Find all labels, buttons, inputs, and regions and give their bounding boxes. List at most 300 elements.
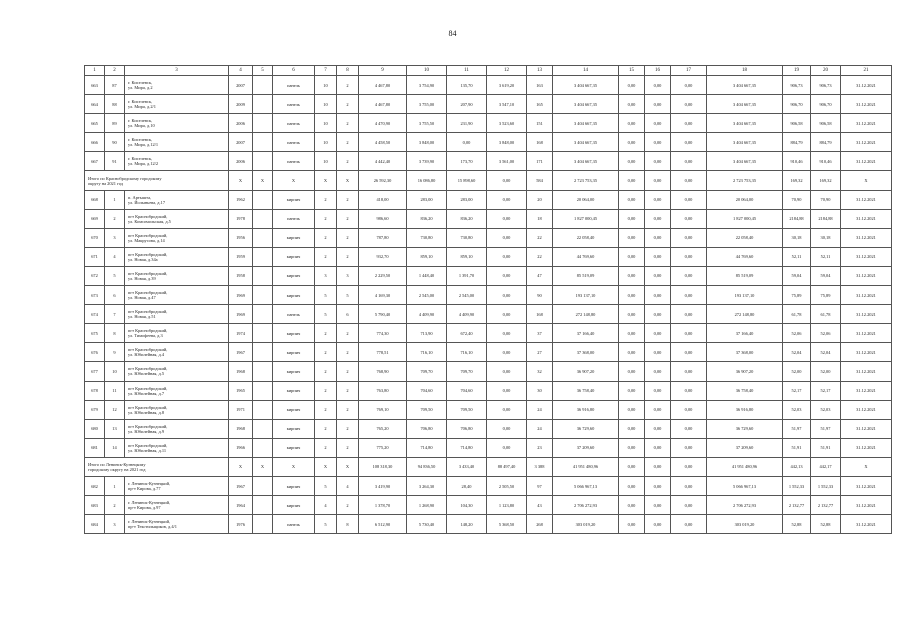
table-row (85, 419, 892, 438)
table-cell: 4 442,40 (359, 152, 407, 171)
table-cell: 0,00 (487, 286, 527, 305)
table-cell: 104,30 (447, 496, 487, 515)
table-cell: 0,00 (645, 171, 671, 190)
table-cell: 0,00 (671, 438, 707, 457)
table-cell: 47 (527, 266, 553, 285)
table-cell: 2 (337, 400, 359, 419)
table-cell: 0,00 (671, 247, 707, 266)
table-cell: 704,60 (447, 381, 487, 400)
table-cell: 677 (85, 362, 105, 381)
table-cell: 6 512,90 (359, 515, 407, 534)
table-cell: 31.12.2021 (841, 266, 892, 285)
table-cell: X (253, 457, 273, 476)
table-cell: 0,00 (619, 171, 645, 190)
table-cell (253, 419, 273, 438)
table-cell: 0,00 (619, 133, 645, 152)
table-cell: 0,00 (619, 152, 645, 171)
table-cell: 1 552,33 (811, 476, 841, 495)
table-cell: 2 505,50 (487, 476, 527, 495)
table-cell: 7 (105, 305, 125, 324)
table-row (85, 228, 892, 247)
table-cell: 709,70 (407, 362, 447, 381)
table-cell: 37 166,40 (707, 324, 783, 343)
table-row (85, 286, 892, 305)
table-cell: 0,00 (619, 457, 645, 476)
table-cell: 37 209,60 (707, 438, 783, 457)
table-row (85, 438, 892, 457)
table-cell: пгт Краснобродский, ул. Комсомольская, д.5 (125, 209, 229, 228)
table-cell: 2 (337, 419, 359, 438)
table-cell: 675 (85, 324, 105, 343)
table-cell: 32 (527, 362, 553, 381)
table-cell: 0,00 (645, 209, 671, 228)
table-cell: 2 (315, 190, 337, 209)
table-cell: 52,17 (811, 381, 841, 400)
table-cell: 3 754,90 (407, 76, 447, 95)
table-cell: 1956 (229, 228, 253, 247)
table-cell: 910,46 (783, 152, 811, 171)
table-cell (253, 266, 273, 285)
table-cell: 0,00 (619, 266, 645, 285)
table-cell: г. Киселевск, ул. Мира, д.10 (125, 114, 229, 133)
table-cell: кирпич (273, 343, 315, 362)
table-cell: 14 (553, 66, 619, 76)
table-cell: 2 (105, 209, 125, 228)
table-row (85, 381, 892, 400)
table-cell: 90 (105, 133, 125, 152)
table-cell: 906,70 (783, 95, 811, 114)
table-cell: 91 (105, 152, 125, 171)
table-cell: 2 (105, 66, 125, 76)
table-cell (253, 438, 273, 457)
table-cell: 0,00 (619, 324, 645, 343)
table-cell: 51,91 (811, 438, 841, 457)
table-cell: 3 404 667,35 (553, 133, 619, 152)
table-cell: 3 848,00 (487, 133, 527, 152)
table-cell: 31.12.2021 (841, 305, 892, 324)
table-cell: 4 (315, 496, 337, 515)
table-cell: 706,80 (407, 419, 447, 438)
table-cell (253, 247, 273, 266)
table-cell: 0,00 (645, 343, 671, 362)
table-cell: 10 (105, 362, 125, 381)
table-cell: 51,97 (811, 419, 841, 438)
table-cell: 0,00 (619, 114, 645, 133)
table-cell: 7 (315, 66, 337, 76)
table-cell: 61,78 (783, 305, 811, 324)
table-cell: 884,79 (783, 133, 811, 152)
table-cell: 272 148,80 (553, 305, 619, 324)
table-cell: 0,00 (619, 400, 645, 419)
table-cell: 59,04 (811, 266, 841, 285)
table-cell: 2 545,00 (407, 286, 447, 305)
table-cell: 75,89 (783, 286, 811, 305)
table-cell: п. Артышта, ул. Йолыньева, д.17 (125, 190, 229, 209)
table-cell: 714,80 (407, 438, 447, 457)
table-cell: 665 (85, 114, 105, 133)
table-cell: 0,00 (645, 133, 671, 152)
table-cell: 88 497,40 (487, 457, 527, 476)
table-cell: 0,00 (671, 190, 707, 209)
table-cell: 1971 (229, 400, 253, 419)
table-cell: 2007 (229, 76, 253, 95)
table-cell: 1976 (229, 515, 253, 534)
table-cell: 36 758,40 (707, 381, 783, 400)
table-cell: кирпич (273, 247, 315, 266)
table-cell: 0,00 (487, 209, 527, 228)
table-cell: 97 (527, 476, 553, 495)
table-cell: 442,13 (783, 457, 811, 476)
table-cell: 0,00 (671, 400, 707, 419)
table-cell: 836,20 (447, 209, 487, 228)
table-cell: 8 (337, 515, 359, 534)
table-cell: кирпич (273, 438, 315, 457)
table-cell: 1 (85, 66, 105, 76)
table-cell: 1967 (229, 343, 253, 362)
table-cell: 0,00 (645, 419, 671, 438)
table-cell: г. Киселевск, ул. Мира, д.12/2 (125, 152, 229, 171)
table-cell: 1 827 000,45 (553, 209, 619, 228)
table-cell: пгт Краснобродский, ул. Новая, д.34а (125, 247, 229, 266)
table-cell: 27 (527, 343, 553, 362)
table-cell: 52,00 (811, 362, 841, 381)
table-cell (253, 324, 273, 343)
table-cell: 3 404 667,35 (707, 76, 783, 95)
table-cell: 684 (85, 515, 105, 534)
table-cell: 709,50 (407, 400, 447, 419)
table-cell: 0,00 (671, 362, 707, 381)
table-cell: 90 (527, 286, 553, 305)
table-cell: 31.12.2021 (841, 419, 892, 438)
table-cell: 22 (527, 228, 553, 247)
table-cell: 0,00 (645, 247, 671, 266)
table-cell: 3 561,00 (487, 152, 527, 171)
table-cell: 0,00 (645, 362, 671, 381)
table-cell: 910,46 (811, 152, 841, 171)
table-cell: 268 (527, 515, 553, 534)
table-cell: 2 (337, 76, 359, 95)
table-cell: 31.12.2021 (841, 381, 892, 400)
table-cell: кирпич (273, 419, 315, 438)
table-cell: 2 (315, 419, 337, 438)
table-row (85, 305, 892, 324)
table-cell: 31.12.2021 (841, 114, 892, 133)
table-cell: панель (273, 152, 315, 171)
table-cell: 2 (337, 209, 359, 228)
table-cell: 2 723 753,35 (707, 171, 783, 190)
table-cell: 31.12.2021 (841, 438, 892, 457)
table-cell: 3 (315, 266, 337, 285)
table-cell: 51,91 (783, 438, 811, 457)
table-cell: 0,00 (487, 305, 527, 324)
table-cell: 4 169,30 (359, 286, 407, 305)
table-cell: г. Ленинск-Кузнецкий, пр-т Кирова, д.77 (125, 476, 229, 495)
table-cell: 0,00 (645, 496, 671, 515)
table-cell: 37 368,00 (707, 343, 783, 362)
table-cell: 0,00 (619, 362, 645, 381)
table-cell: 671 (85, 247, 105, 266)
table-cell: 31.12.2021 (841, 133, 892, 152)
total-row (85, 457, 892, 476)
table-cell (253, 343, 273, 362)
table-cell: 0,00 (619, 95, 645, 114)
table-cell: г. Киселевск, ул. Мира, д.12/1 (125, 133, 229, 152)
table-cell: 1 391,70 (447, 266, 487, 285)
table-row (85, 190, 892, 209)
table-cell: 0,00 (619, 228, 645, 247)
table-cell: X (253, 171, 273, 190)
table-cell: 765,20 (359, 419, 407, 438)
table-cell (253, 381, 273, 400)
table-cell: 22 058,40 (707, 228, 783, 247)
table-row (85, 266, 892, 285)
table-cell: Итого по Краснобродскому городскому округу на 2021 год (85, 171, 229, 190)
table-row (85, 362, 892, 381)
table-cell: 52,88 (783, 515, 811, 534)
table-cell: 5 (315, 286, 337, 305)
table-cell: 3 264,30 (407, 476, 447, 495)
table-cell: 418,00 (359, 190, 407, 209)
table-cell: 0,00 (671, 286, 707, 305)
table-cell: 52,04 (783, 343, 811, 362)
table-cell: 30,18 (811, 228, 841, 247)
table-cell: 0,00 (645, 381, 671, 400)
table-cell: 37 166,40 (553, 324, 619, 343)
table-cell (253, 400, 273, 419)
table-row (85, 247, 892, 266)
table-cell: 0,00 (645, 152, 671, 171)
table-cell (253, 114, 273, 133)
table-cell: 673 (85, 286, 105, 305)
table-cell: 52,11 (783, 247, 811, 266)
table-cell: 10 (315, 76, 337, 95)
table-cell: X (841, 457, 892, 476)
table-cell: 678 (85, 381, 105, 400)
table-cell: 52,06 (783, 324, 811, 343)
table-cell: 683 (85, 496, 105, 515)
table-cell: 163 (527, 76, 553, 95)
table-cell: 52,03 (783, 400, 811, 419)
table-cell: 0,00 (671, 381, 707, 400)
table-cell: 5 (253, 66, 273, 76)
table-cell: панель (273, 76, 315, 95)
table-cell: 37 (527, 324, 553, 343)
table-cell: 0,00 (671, 76, 707, 95)
table-cell: 21 (841, 66, 892, 76)
table-cell: 4 470,90 (359, 114, 407, 133)
table-cell: кирпич (273, 476, 315, 495)
table-cell (253, 362, 273, 381)
table-row (85, 343, 892, 362)
table-cell: пгт Краснобродский, ул. Макрусова, д.14 (125, 228, 229, 247)
table-cell: кирпич (273, 496, 315, 515)
table-cell: 2184,88 (783, 209, 811, 228)
table-cell: кирпич (273, 190, 315, 209)
table-cell: 30 (527, 381, 553, 400)
table-cell: 669 (85, 209, 105, 228)
table-cell: 0,00 (671, 133, 707, 152)
table-cell: 36 907,20 (707, 362, 783, 381)
table-cell: 108 318,30 (359, 457, 407, 476)
table-cell: 0,00 (645, 286, 671, 305)
table-cell: 704,60 (407, 381, 447, 400)
table-cell: 716,10 (407, 343, 447, 362)
table-cell: 0,00 (671, 266, 707, 285)
table-cell: 9 (105, 343, 125, 362)
table-cell: 0,00 (619, 209, 645, 228)
table-cell: 59,04 (783, 266, 811, 285)
table-cell: 135,70 (447, 76, 487, 95)
table-cell: 36 729,60 (553, 419, 619, 438)
table-cell: 1 (105, 476, 125, 495)
table-cell: 584 (527, 171, 553, 190)
table-cell: 730,80 (447, 228, 487, 247)
table-cell: 1 (105, 190, 125, 209)
table-cell: 0,00 (671, 114, 707, 133)
table-cell: 0,00 (645, 324, 671, 343)
table-cell: 94 836,50 (407, 457, 447, 476)
table-cell: 2006 (229, 114, 253, 133)
table-cell: 2 (337, 324, 359, 343)
table-cell: 36 916,80 (553, 400, 619, 419)
table-cell (253, 76, 273, 95)
table-cell: 0,00 (487, 171, 527, 190)
table-cell: 4 409,90 (447, 305, 487, 324)
table-cell: пгт Краснобродский, ул. Юбилейная, д.5 (125, 362, 229, 381)
table-cell: 2 (337, 343, 359, 362)
table-cell: 8 (337, 66, 359, 76)
table-cell: 303 019,20 (707, 515, 783, 534)
table-cell: 148,20 (447, 515, 487, 534)
table-cell: 1974 (229, 324, 253, 343)
table-cell: 1 123,80 (487, 496, 527, 515)
table-cell: 85 519,09 (707, 266, 783, 285)
table-cell: 0,00 (619, 76, 645, 95)
table-cell: 2 (315, 400, 337, 419)
table-cell: 0,00 (645, 400, 671, 419)
table-cell: 70,90 (811, 190, 841, 209)
table-row (85, 95, 892, 114)
table-cell: 41 951 480,96 (553, 457, 619, 476)
table-cell: 1965 (229, 381, 253, 400)
table-cell: 3 404 667,35 (553, 76, 619, 95)
table-cell: 0,00 (487, 419, 527, 438)
table-cell: 168 (527, 305, 553, 324)
table-cell: 4 (105, 247, 125, 266)
table-cell: 31.12.2021 (841, 247, 892, 266)
table-cell: Итого по Ленинск-Кузнецкому городскому округу на 2021 год (85, 457, 229, 476)
table-cell: 2 (337, 247, 359, 266)
table-cell (253, 228, 273, 247)
table-cell: 16 (645, 66, 671, 76)
table-cell: 2 (315, 324, 337, 343)
table-cell: кирпич (273, 362, 315, 381)
housing-table (84, 65, 876, 534)
table-row (85, 324, 892, 343)
table-cell: 679 (85, 400, 105, 419)
table-cell: 3 419,90 (359, 476, 407, 495)
table-cell: 906,70 (811, 95, 841, 114)
table-row (85, 209, 892, 228)
table-cell: 1 827 000,45 (707, 209, 783, 228)
table-cell: 0,00 (619, 419, 645, 438)
table-cell: 682 (85, 476, 105, 495)
table-cell: 3 (125, 66, 229, 76)
table-cell: 169,32 (811, 171, 841, 190)
table-cell: 5 (315, 305, 337, 324)
table-cell: 2 (315, 362, 337, 381)
table-cell: 1967 (229, 476, 253, 495)
table-cell: 31.12.2021 (841, 343, 892, 362)
table-cell: 4 409,90 (407, 305, 447, 324)
table-cell: 1969 (229, 305, 253, 324)
table-cell: 20 (527, 190, 553, 209)
table-cell: 3 404 667,35 (553, 95, 619, 114)
table-cell: 26 592,30 (359, 171, 407, 190)
table-cell: 5 (337, 286, 359, 305)
table-cell: 0,00 (671, 209, 707, 228)
table-cell (253, 209, 273, 228)
table-cell: 859,10 (447, 247, 487, 266)
table-cell: 3 619,20 (487, 76, 527, 95)
table-cell (253, 190, 273, 209)
table-cell: 24 (527, 400, 553, 419)
table-cell: 0,00 (487, 362, 527, 381)
table-cell: 10 (407, 66, 447, 76)
table-cell: X (273, 171, 315, 190)
table-cell: 3 404 667,35 (707, 133, 783, 152)
table-cell: кирпич (273, 286, 315, 305)
table-cell: 18 (527, 209, 553, 228)
table-cell: 774,30 (359, 324, 407, 343)
table-cell: 44 769,60 (553, 247, 619, 266)
table-cell: 22 058,40 (553, 228, 619, 247)
table-cell: 906,58 (783, 114, 811, 133)
table-row (85, 76, 892, 95)
table-cell: 2 (315, 209, 337, 228)
table-cell: 41 951 480,96 (707, 457, 783, 476)
table-cell: 778,51 (359, 343, 407, 362)
table-cell: 2 (337, 362, 359, 381)
table-cell (253, 476, 273, 495)
table-cell: 674 (85, 305, 105, 324)
table-cell: 5 066 967,13 (707, 476, 783, 495)
table-cell: 169,32 (783, 171, 811, 190)
table-cell (253, 286, 273, 305)
table-cell (253, 515, 273, 534)
table-cell: 70,90 (783, 190, 811, 209)
table-cell: 442,17 (811, 457, 841, 476)
table-cell: 2 (337, 190, 359, 209)
table-cell: 52,88 (811, 515, 841, 534)
table-cell: 2 (337, 114, 359, 133)
table-cell: X (229, 171, 253, 190)
table-cell: 207,90 (447, 95, 487, 114)
table-cell: панель (273, 95, 315, 114)
table-cell: 2 545,00 (447, 286, 487, 305)
table-cell: 1968 (229, 419, 253, 438)
table-cell: 0,00 (487, 343, 527, 362)
table-cell: 303 019,20 (553, 515, 619, 534)
table-cell: 0,00 (619, 438, 645, 457)
table-cell: 2 132,77 (811, 496, 841, 515)
table-cell: 15 (619, 66, 645, 76)
table-cell: 836,20 (407, 209, 447, 228)
table-cell: 0,00 (671, 343, 707, 362)
table-cell: 31.12.2021 (841, 95, 892, 114)
table-cell: 0,00 (645, 305, 671, 324)
table-cell: 52,06 (811, 324, 841, 343)
